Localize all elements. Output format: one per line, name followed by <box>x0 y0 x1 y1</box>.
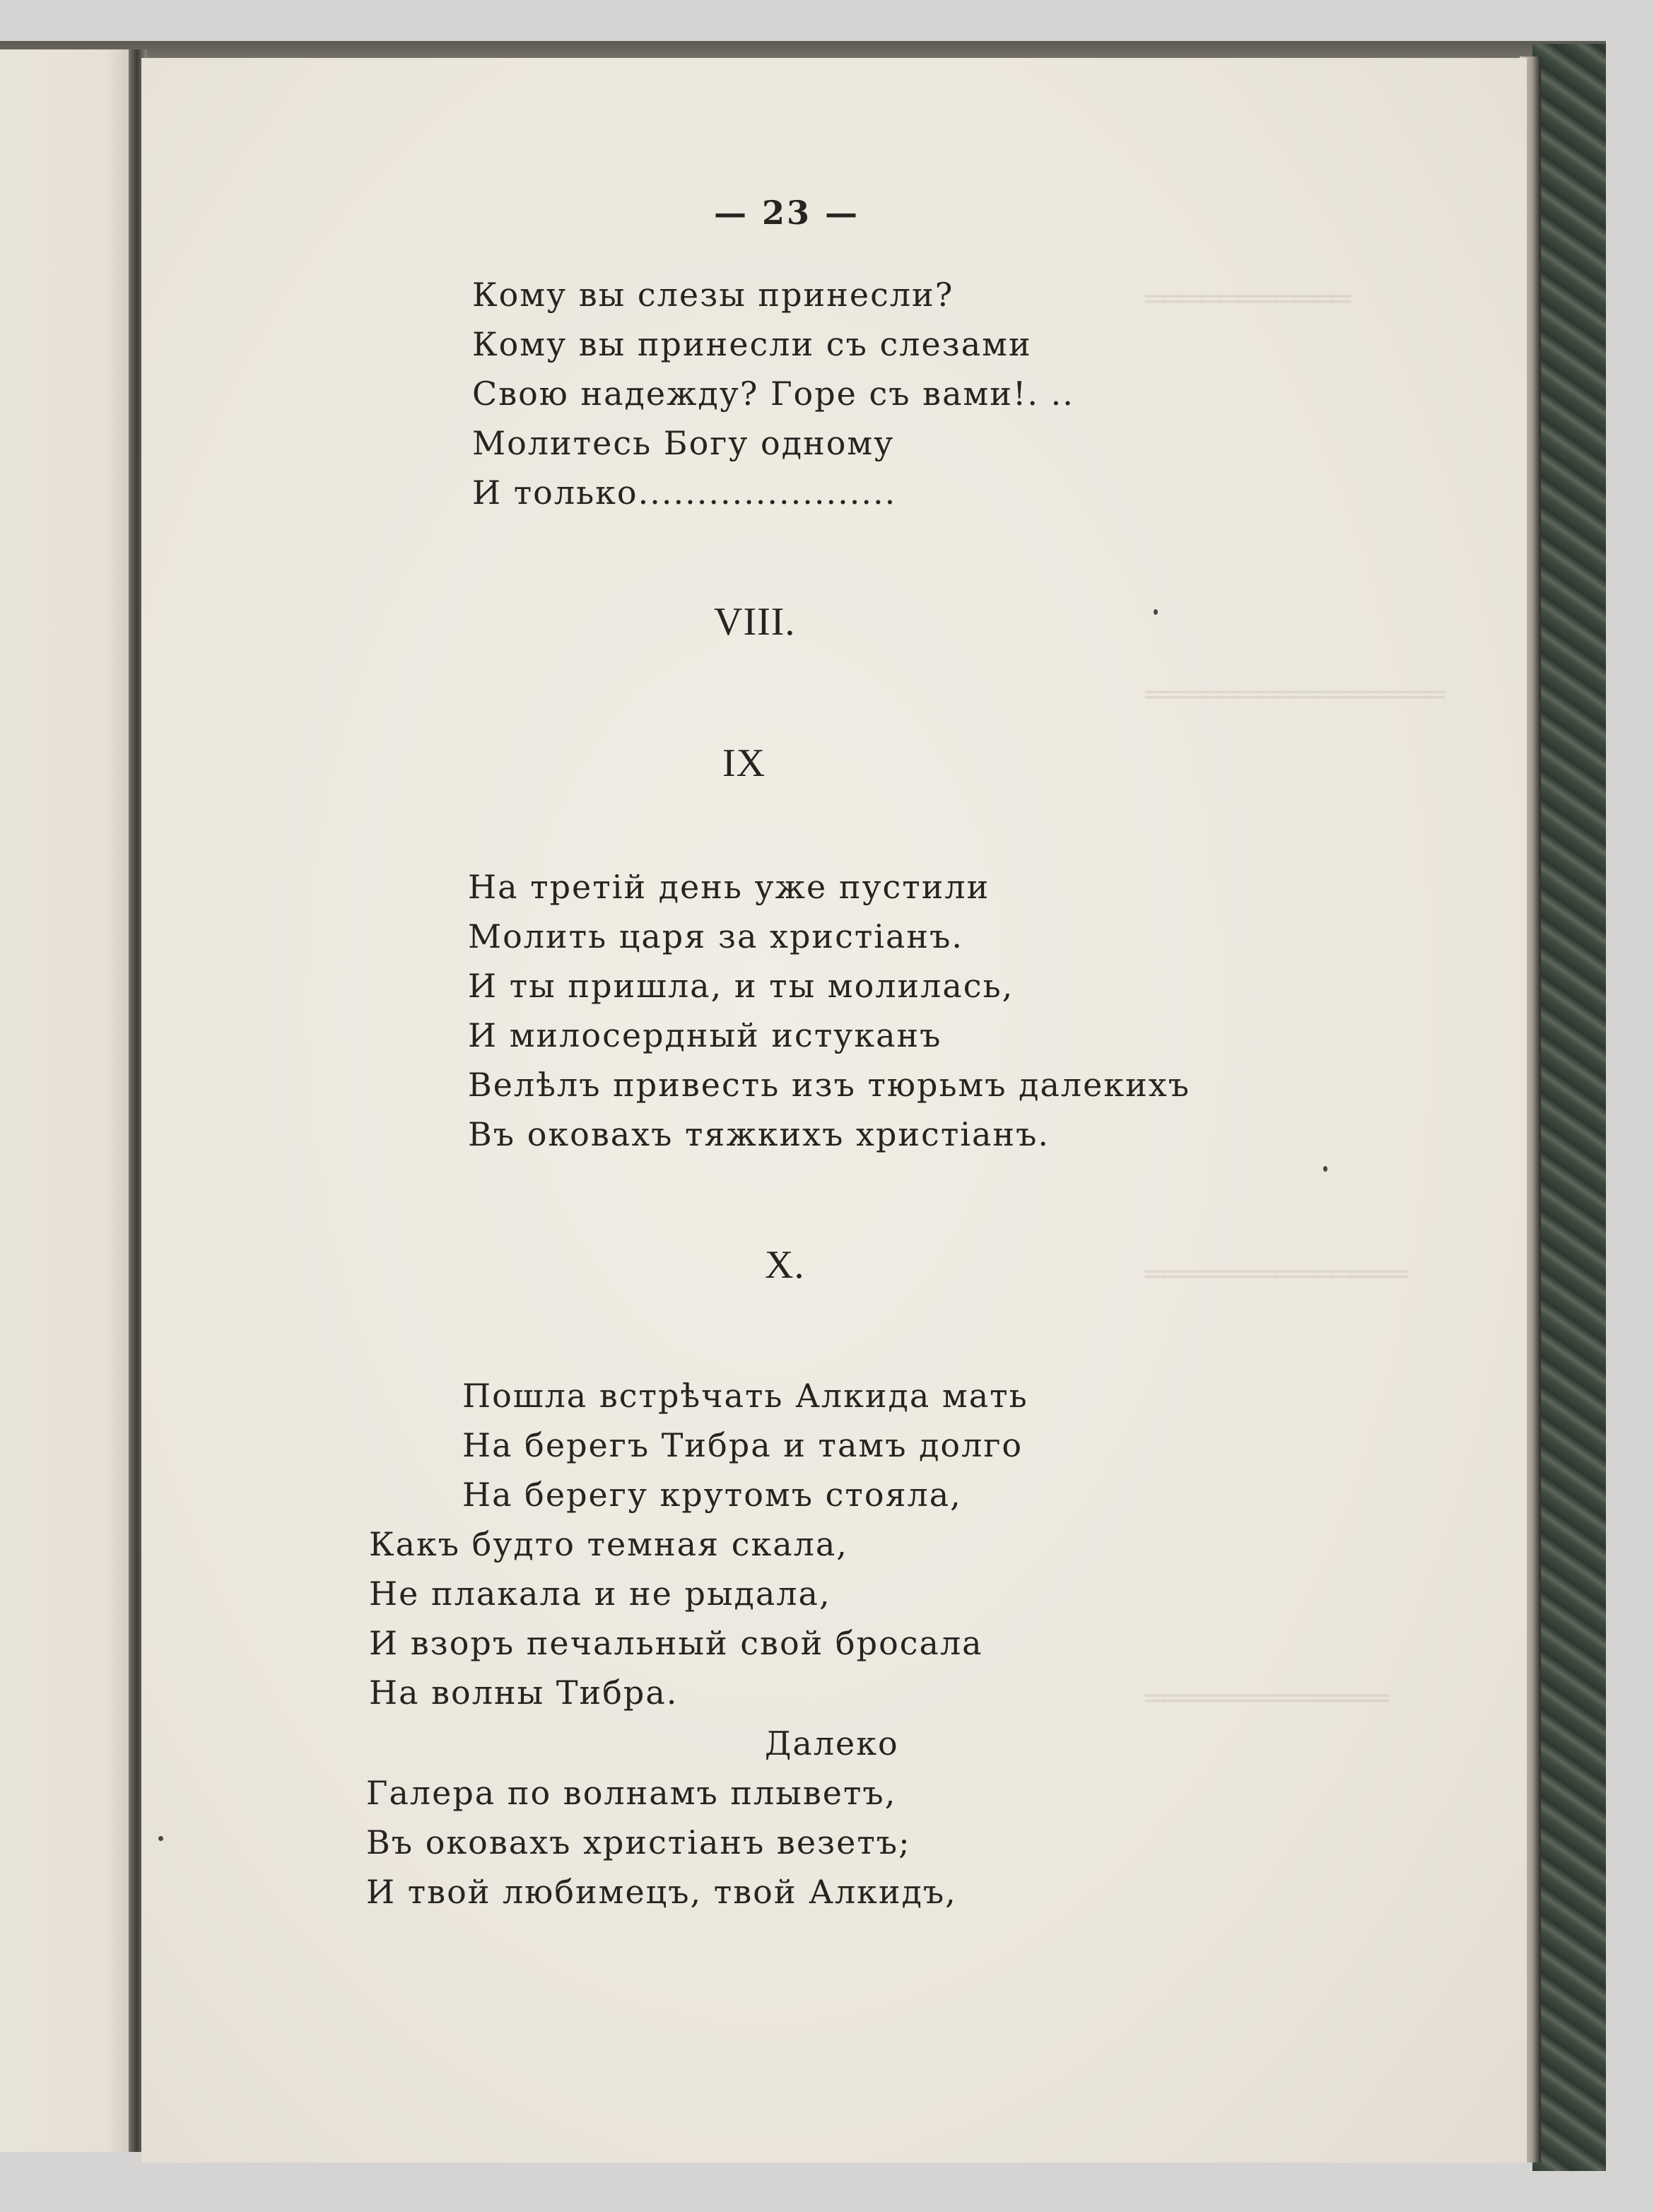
verse-line: И ты пришла, и ты молилась, <box>468 967 1014 1005</box>
verse-line: Какъ будто темная скала, <box>369 1525 848 1563</box>
verse-line: Не плакала и не рыдала, <box>369 1575 831 1613</box>
verse-line: Велѣлъ привесть изъ тюрьмъ далекихъ <box>468 1066 1190 1104</box>
section-heading-10: X. <box>765 1243 805 1287</box>
paper-speck <box>158 1836 163 1841</box>
verse-line: И милосердный истуканъ <box>468 1016 942 1054</box>
verse-line: Кому вы принесли съ слезами <box>472 325 1032 363</box>
marbled-cover-edge <box>1532 44 1606 2171</box>
book-page: ═══════════ ════════════════ ══════════════ ═════════════ — 23 — Кому вы слезы принесли? Кому вы принесли съ слезами Свою надежду? Горе съ вами!. .. Молитесь Богу одному И только...................... VIII. IX На третій день уже пустили Молить царя за христіанъ. И ты пришла, и ты молилась, И милосердный истуканъ Велѣлъ привесть изъ тюрьмъ далекихъ Въ оковахъ тяжкихъ христіанъ. X. Пошла встрѣчать Алкида мать На берегъ Тибра и тамъ долго На берегу крутомъ стояла, Какъ будто темная скала, Не плакала и не рыдала, И взоръ печальный свой бросала На волны Тибра. Далеко Галера по волнамъ плыветъ, Въ оковахъ христіанъ везетъ; И твой любимецъ, твой Алкидъ, <box>141 58 1527 2163</box>
paper-speck <box>1323 1166 1327 1172</box>
verse-line: Свою надежду? Горе съ вами!. .. <box>472 375 1074 413</box>
verse-line: Въ оковахъ тяжкихъ христіанъ. <box>468 1115 1050 1153</box>
verse-line: Молитесь Богу одному <box>472 424 895 462</box>
section-heading-8: VIII. <box>714 600 796 644</box>
verse-line: Въ оковахъ христіанъ везетъ; <box>366 1823 911 1861</box>
verse-line: На третій день уже пустили <box>468 868 990 906</box>
verse-line: Далеко <box>765 1724 899 1763</box>
page-number: — 23 — <box>714 194 860 232</box>
section-heading-9: IX <box>722 741 766 785</box>
verse-line: Пошла встрѣчать Алкида мать <box>462 1377 1028 1415</box>
verse-line: Кому вы слезы принесли? <box>472 276 954 314</box>
verse-line: И взоръ печальный свой бросала <box>369 1624 983 1662</box>
verse-line: На берегу крутомъ стояла, <box>462 1476 962 1514</box>
verse-line: На берегъ Тибра и тамъ долго <box>462 1426 1024 1464</box>
verse-line: Галера по волнамъ плыветъ, <box>366 1774 897 1812</box>
verse-line: Молить царя за христіанъ. <box>468 917 963 955</box>
left-facing-page <box>0 49 134 2152</box>
verse-line: И твой любимецъ, твой Алкидъ, <box>366 1873 957 1911</box>
paper-speck <box>1154 609 1158 615</box>
verse-line: И только...................... <box>472 473 897 512</box>
verse-line: На волны Тибра. <box>369 1673 679 1712</box>
